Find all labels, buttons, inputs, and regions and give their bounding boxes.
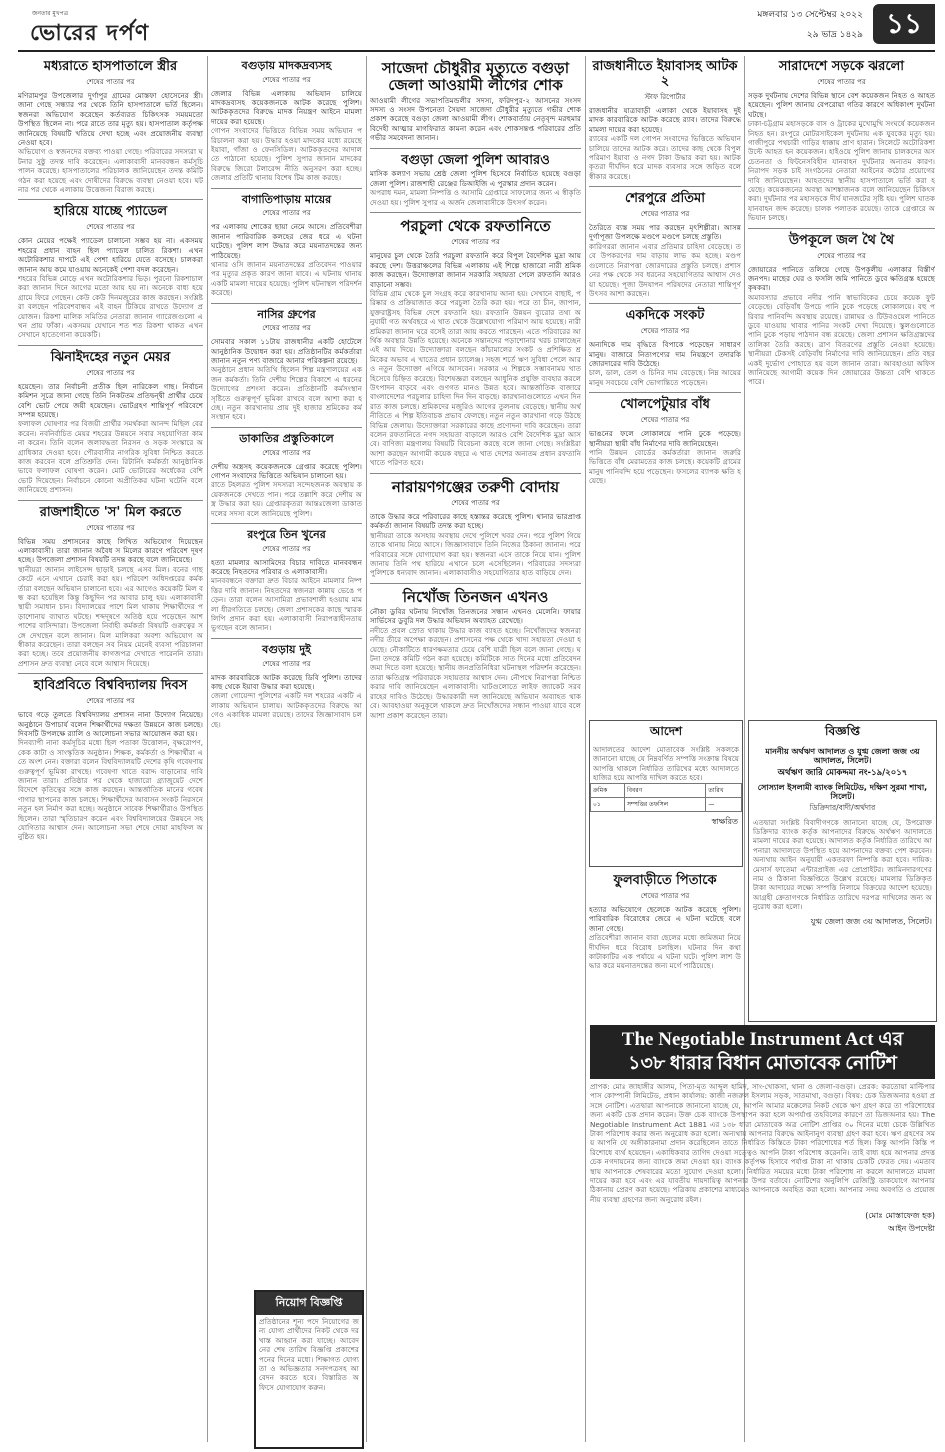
article-body: মণিরামপুর উপজেলার দুর্গাপুর গ্রামের মোস্তফা হোসেনের স্ত্রী। জানা গেছে সন্ধ্যার পর থেকে তিনি হাসপাতালে ভর্তি ছিলেন। স্বজনরা অভিযোগ করেছেন কর্তব্যরত চিকিৎসক সময়মতো উপস্থিত ছিলেন না। পরে রাতে তার মৃত্যু হয়। হাসপাতাল কর্তৃপক্ষ জানিয়েছে বিষয়টি খতিয়ে দেখা হচ্ছে এবং প্রয়োজনীয় ব্যবস্থা নেওয়া হবে। bbox=[18, 90, 203, 147]
article-body-continued: পানি উন্নয়ন বোর্ডের কর্মকর্তারা জানান জরুরি ভিত্তিতে বাঁধ মেরামতের কাজ চলছে। কয়েকটি গ্রামের মানুষ পানিবন্দি হয়ে পড়েছেন। ফসলের ব্যাপক ক্ষতি হয়েছে। bbox=[589, 448, 741, 486]
headline-sajeda-chowdhury: সাজেদা চৌধুরীর মৃত্যুতে বগুড়া জেলা আওয়ামী লীগের শোক bbox=[381, 59, 570, 95]
court-notice-ad bbox=[748, 720, 937, 1022]
nia-notice-body bbox=[590, 1082, 935, 1444]
separator bbox=[370, 212, 581, 213]
separator bbox=[370, 148, 581, 149]
article-body: জোয়ারের পানিতে তলিয়ে গেছে উপকূলীয় এলাকার বিস্তীর্ণ জনপদ। মাছের ঘের ও ফসলি জমি পানিতে ডুবে ক্ষতিগ্রস্ত হয়েছে কৃষকরা। bbox=[748, 264, 935, 293]
court-order-table bbox=[590, 783, 742, 812]
article-body: দেশীয় অস্ত্রসহ কয়েকজনকে গ্রেপ্তার করেছে পুলিশ। গোপন সংবাদের ভিত্তিতে অভিযান চালানো হয়। bbox=[211, 461, 362, 480]
court-order-title: আদেশ bbox=[649, 724, 683, 738]
article-body-continued: জেলা গোয়েন্দা পুলিশের একটি দল শহরের একটি এলাকায় অভিযান চালায়। আটককৃতদের বিরুদ্ধে আগেও একাধিক মামলা রয়েছে। তাদের জিজ্ঞাসাবাদ চলছে। bbox=[211, 691, 362, 729]
article-body-continued: র‍্যাবের একটি দল গোপন সংবাদের ভিত্তিতে অভিযান চালিয়ে তাদের আটক করে। তাদের কাছ থেকে বিপুল পরিমাণ ইয়াবা ও নগদ টাকা উদ্ধার করা হয়। আটককৃতরা দীর্ঘদিন ধরে মাদক ব্যবসার সঙ্গে জড়িত বলে স্বীকার করেছে। bbox=[589, 134, 741, 181]
article-body: ভাবে গড়ে তুলতে বিশ্ববিদ্যালয় প্রশাসন নানা উদ্যোগ নিয়েছে। অনুষ্ঠানে উপাচার্য বলেন শিক্ষার্থীদের দক্ষতা উন্নয়নে কাজ চলছে। দিবসটি উপলক্ষে র‍্যালি ও আলোচনা সভার আয়োজন করা হয়। bbox=[18, 710, 203, 738]
article-body: ভাঙনের ফলে লোকালয়ে পানি ঢুকে পড়েছে। স্থানীয়রা স্থায়ী বাঁধ নির্মাণের দাবি জানিয়েছেন। bbox=[589, 429, 741, 448]
article-body-continued: চাল, ডাল, তেল ও চিনির দাম বেড়েছে। নিম্ন আয়ের মানুষ সবচেয়ে বেশি ভোগান্তিতে পড়েছেন। bbox=[589, 368, 741, 387]
headline-nasir-group: নাসির গ্রুপের bbox=[257, 307, 316, 321]
article-body: সোমবার সকাল ১১টায় রাজধানীর একটি হোটেলে আনুষ্ঠানিক উদ্বোধন করা হয়। প্রতিষ্ঠানটির কর্মকর্তারা জানান নতুন পণ্য বাজারে আনার পরিকল্পনা রয়েছে। bbox=[211, 337, 362, 366]
separator bbox=[748, 228, 935, 229]
dateline: শেষের পাতার পর bbox=[86, 223, 135, 232]
article-body-continued: অভিযোগ ও স্বজনদের বক্তব্য পাওয়া গেছে। পরিবারের সদস্যরা ঘটনার সুষ্ঠু তদন্ত দাবি করেছেন। এলাকাবাসী মানববন্ধন কর্মসূচি পালন করেছে। হাসপাতালের পরিচালক জানিয়েছেন তদন্ত কমিটি গঠন করা হয়েছে এবং দোষীদের বিরুদ্ধে ব্যবস্থা নেওয়া হবে। ঘটনার পর থেকে এলাকায় উত্তেজনা বিরাজ করছে। bbox=[18, 147, 203, 194]
dateline: শেষের পাতার পর bbox=[86, 523, 135, 532]
headline-narayanganj-girl: নারায়ণগঞ্জের তরুণী বোদায় bbox=[391, 477, 560, 496]
separator bbox=[211, 188, 362, 189]
separator bbox=[18, 345, 203, 346]
court-order-ad bbox=[589, 720, 743, 867]
headline-phulbari-father: ফুলবাড়ীতে পিতাকে bbox=[613, 873, 717, 888]
table-cell: ০১ bbox=[591, 797, 625, 811]
headline-missing-three: নিখোঁজ তিনজন এখনও bbox=[402, 587, 549, 606]
column-3 bbox=[370, 56, 581, 1446]
article-body: হত্যার অভিযোগে ছেলেকে আটক করেছে পুলিশ। পারিবারিক বিরোধের জেরে এ ঘটনা ঘটেছে বলে জানা গেছে। bbox=[589, 904, 741, 933]
dateline: শেষের পাতার পর bbox=[640, 891, 690, 900]
article-body-continued: প্রতিবেশীরা জানান বাবা ছেলের মধ্যে জমিজমা নিয়ে দীর্ঘদিন ধরে বিরোধ চলছিল। ঘটনার দিন কথা কাটাকাটির এক পর্যায়ে এ ঘটনা ঘটে। পুলিশ লাশ উদ্ধার করে ময়নাতদন্তের জন্য মর্গে পাঠিয়েছে। bbox=[589, 933, 741, 971]
separator bbox=[211, 638, 362, 639]
article-body: মাদক কারবারিকে আটক করেছে ডিবি পুলিশ। তাদের কাছ থেকে ইয়াবা উদ্ধার করা হয়েছে। bbox=[211, 672, 362, 691]
article-body-continued: অপরাধ দমন, মামলা নিষ্পত্তি ও আসামি গ্রেপ্তারে সাফল্যের জন্য এ স্বীকৃতি দেওয়া হয়। পুলিশ সুপার এ অর্জন জেলাবাসীকে উৎসর্গ করেন। bbox=[370, 188, 581, 207]
table-cell: সম্পত্তির তফসিল bbox=[624, 797, 705, 811]
column-2 bbox=[211, 56, 362, 1286]
table-cell: তারিখ bbox=[706, 783, 742, 797]
article-body-continued: স্থানীয়রা তাকে অসহায় অবস্থায় দেখে পুলিশে খবর দেন। পরে পুলিশ গিয়ে তাকে থানায় নিয়ে আসে। জিজ্ঞাসাবাদে তিনি নিজের ঠিকানা জানান। পরে পরিবারের সঙ্গে যোগাযোগ করা হয়। স্বজনরা এসে তাকে নিয়ে যান। পুলিশ জানায় তিনি পথ হারিয়ে এখানে চলে এসেছিলেন। পরিবারের সদস্যরা পুলিশকে ধন্যবাদ জানান। এলাকাবাসীও সহযোগিতার হাত বাড়িয়ে দেন। bbox=[370, 530, 581, 578]
nia-subtitle: ১৩৮ ধারার বিধান মোতাবেক নোটিশ bbox=[628, 1053, 897, 1074]
separator bbox=[370, 583, 581, 584]
dateline: শেষের পাতার পর bbox=[451, 498, 500, 507]
article-body-continued: রাতে টহলরত পুলিশ সদস্যরা সন্দেহজনক অবস্থায় কয়েকজনকে দেখতে পান। পরে তল্লাশি করে দেশীয় অস্ত্র উদ্ধার করা হয়। গ্রেপ্তারকৃতরা আন্তঃজেলা ডাকাত দলের সদস্য বলে জানিয়েছে পুলিশ। bbox=[211, 480, 362, 518]
headline-kholpetua-dam: খোলপেটুয়ার বাঁধ bbox=[620, 397, 710, 413]
separator bbox=[211, 523, 362, 524]
court-notice-party: ডিক্রিদার/বাদী/অর্থদার bbox=[809, 802, 876, 812]
headline-rajshahi-sawmill: রাজশাহীতে 'স' মিল করতে bbox=[39, 504, 182, 520]
column-5 bbox=[748, 56, 935, 716]
separator bbox=[18, 500, 203, 501]
dateline: শেষের পাতার পর bbox=[640, 210, 690, 219]
dateline: শেষের পাতার পর bbox=[262, 659, 311, 668]
dateline: শেষের পাতার পর bbox=[262, 544, 311, 553]
article-body: তৈরিতে ব্যস্ত সময় পার করছেন মৃৎশিল্পীরা। আসন্ন দুর্গাপূজা উপলক্ষে মণ্ডপে মণ্ডপে চলছে প্রস্তুতি। bbox=[589, 223, 741, 242]
headline-hstu-day: হাবিপ্রবিতে বিশ্ববিদ্যালয় দিবস bbox=[33, 678, 188, 694]
table-cell: বিবরণ bbox=[624, 783, 705, 797]
article-body: অন্যদিকে দাম বৃদ্ধিতে বিপাকে পড়েছেন সাধারণ মানুষ। বাজারে নিত্যপণ্যের দাম নিয়ন্ত্রণে তদারকি জোরদারের দাবি উঠেছে। bbox=[589, 340, 741, 369]
dateline: শেষের পাতার পর bbox=[262, 448, 311, 457]
newspaper-logo: ভোরের দর্পণ bbox=[30, 21, 150, 46]
headline-sherpur-idol: শেরপুরে প্রতিমা bbox=[624, 191, 705, 207]
separator bbox=[370, 473, 581, 474]
dateline: শেষের পাতার পর bbox=[262, 209, 311, 218]
article-body: হয়েছেন। তার নির্বাচনী প্রতীক ছিল নারিকেল গাছ। নির্বাচন কমিশন সূত্রে জানা গেছে তিনি নিকটতম প্রতিদ্বন্দ্বী প্রার্থীর চেয়ে বেশি ভোট পেয়ে জয়ী হয়েছেন। ভোটগ্রহণ শান্তিপূর্ণ পরিবেশে সম্পন্ন হয়েছে। bbox=[18, 381, 203, 419]
masthead-rule bbox=[18, 50, 935, 52]
headline-crisis: একদিকে সংকট bbox=[625, 308, 705, 324]
dateline: শেষের পাতার পর bbox=[640, 327, 690, 336]
court-notice-signature: যুগ্ম জেলা জজ ৩য় আদালত, সিলেট। bbox=[810, 916, 932, 926]
article-body: কোন মেয়ের পক্ষেই প্যাডেল চালানো সম্ভব হয় না। একসময় শহরের প্রধান বাহন ছিল প্যাডেল চালিত রিকশা। এখন অটোরিকশার দাপটে এই পেশা হারিয়ে যেতে বসেছে। চালকরা জানান আয় কমে যাওয়ায় অনেকেই পেশা বদল করেছেন। bbox=[18, 236, 203, 274]
court-notice-body: এতদ্বারা সংশ্লিষ্ট বিবাদীগণকে জানানো যাচ্ছে যে, উপরোক্ত ডিক্রিদার ব্যাংক কর্তৃক আপনাদের বিরুদ্ধে অর্থঋণ আদালতে মামলা দায়ের করা হয়েছে। আদালত কর্তৃক নির্ধারিত তারিখে আপনারা আদালতে উপস্থিত হয়ে আপনাদের বক্তব্য পেশ করবেন। অন্যথায় আইন অনুযায়ী একতরফা নিষ্পত্তি করা হবে। দায়িক: মেসার্স ফাতেমা এন্টারপ্রাইজ এর প্রোপ্রাইটর। জামিনদারগণের নাম ও ঠিকানা বিজ্ঞপ্তিতে উল্লেখ রয়েছে। মামলার ডিক্রিকৃত টাকা আদায়ের লক্ষ্যে সম্পত্তি নিলামে বিক্রয়ের আদেশ হয়েছে। আগ্রহী ক্রেতাগণকে নির্ধারিত তারিখে দরপত্র দাখিলের জন্য অনুরোধ করা হলো। bbox=[753, 817, 932, 912]
article-body: বিভিন্ন সময় প্রশাসনের কাছে লিখিত অভিযোগ দিয়েছেন এলাকাবাসী। তারা জানান অবৈধ স মিলের কারণে পরিবেশ দূষণ হচ্ছে। উপজেলা প্রশাসন বিষয়টি তদন্ত করছে বলে জানিয়েছে। bbox=[18, 536, 203, 565]
separator bbox=[589, 392, 741, 393]
article-body-continued: মানববন্ধনে বক্তারা দ্রুত বিচার আইনে মামলার নিষ্পত্তির দাবি জানান। নিহতদের স্বজনরা কান্নায় ভেঙে পড়েন। তারা বলেন আসামিরা প্রভাবশালী হওয়ায় মামলা ধীরগতিতে চলছে। জেলা প্রশাসকের কাছে স্মারকলিপি প্রদান করা হয়। এলাকাবাসী নিরাপত্তাহীনতায় ভুগছেন বলে জানান। bbox=[211, 576, 362, 633]
separator bbox=[211, 303, 362, 304]
headline-rangpur-murders: রংপুরে তিন খুনের bbox=[247, 527, 326, 541]
headline-road-accidents: সারাদেশে সড়কে ঝরলো bbox=[778, 59, 905, 74]
article-body: মানুষের চুল থেকে তৈরি পরচুলা রফতানি করে বিপুল বৈদেশিক মুদ্রা আয় করছে দেশ। উত্তরাঞ্চলের বিভিন্ন এলাকায় এই শিল্পে হাজারো নারী শ্রমিক কাজ করছেন। উদ্যোক্তারা জানান সরকারি সহায়তা পেলে রফতানি আরও বাড়ানো সম্ভব। bbox=[370, 251, 581, 289]
article-body-continued: কারিগররা জানান এবার প্রতিমার চাহিদা বেড়েছে। তবে উপকরণের দাম বাড়ায় লাভ কম হচ্ছে। মণ্ডপগুলোতে নিরাপত্তা জোরদারের প্রস্তুতি চলছে। প্রশাসনের পক্ষ থেকে সব ধরনের সহযোগিতার আশ্বাস দেওয়া হয়েছে। পূজা উদযাপন পরিষদের নেতারা শান্তিপূর্ণ উৎসব আশা করছেন। bbox=[589, 241, 741, 298]
dateline: শেষের পাতার পর bbox=[817, 77, 866, 86]
article-body-continued: স্থানীয়রা জানান লাইসেন্স ছাড়াই চলছে এসব মিল। বনের গাছ কেটে এনে এখানে চেরাই করা হয়। পরিবেশ অধিদপ্তরের কর্মকর্তারা বলছেন অভিযান চালানো হবে। এর আগেও কয়েকটি মিল বন্ধ করা হয়েছিল কিন্তু কিছুদিন পর আবার চালু হয়। এলাকাবাসী স্থায়ী সমাধান চান। বিদ্যালয়ের পাশে মিল থাকায় শিক্ষার্থীদের পড়াশোনায় ব্যাঘাত ঘটছে। শব্দদূষণে অতিষ্ঠ হয়ে পড়েছেন আশপাশের বাসিন্দারা। উপজেলা নির্বাহী কর্মকর্তা বিষয়টি গুরুত্বের সঙ্গে দেখছেন বলে জানান। মিল মালিকরা অবশ্য অভিযোগ অস্বীকার করেছেন। তারা বলছেন সব নিয়ম মেনেই ব্যবসা পরিচালনা করা হচ্ছে। তবে প্রয়োজনীয় কাগজপত্র দেখাতে পারেননি তারা। প্রশাসন দ্রুত ব্যবস্থা নেবে বলে আশ্বাস দিয়েছে। bbox=[18, 564, 203, 668]
table-cell: ক্রমিক bbox=[591, 783, 625, 797]
article-body-continued: ঢাকা-চট্টগ্রাম মহাসড়কে বাস ও ট্রাকের মুখোমুখি সংঘর্ষে কয়েকজন নিহত হন। রংপুরে মোটরসাইকেল দুর্ঘটনায় এক যুবকের মৃত্যু হয়। গাজীপুরে পথচারী গাড়ির ধাক্কায় প্রাণ হারান। সিলেটে অটোরিকশা উল্টে আহত হন কয়েকজন। হাইওয়ে পুলিশ জানায় চালকদের অসচেতনতা ও ফিটনেসবিহীন যানবাহন দুর্ঘটনার অন্যতম কারণ। নিরাপদ সড়ক চাই সংগঠনের নেতারা আইনের কঠোর প্রয়োগের দাবি জানিয়েছেন। আহতদের স্থানীয় হাসপাতালে ভর্তি করা হয়েছে। কয়েকজনের অবস্থা আশঙ্কাজনক বলে জানিয়েছেন চিকিৎসকরা। দুর্ঘটনার পর মহাসড়কে দীর্ঘ যানজটের সৃষ্টি হয়। পুলিশ ঘাতক যানবাহন জব্দ করেছে। চালক পলাতক রয়েছে। তাকে গ্রেপ্তারে অভিযান চলছে। bbox=[748, 119, 935, 223]
masthead bbox=[0, 0, 945, 50]
headline-yaba-arrest: রাজধানীতে ইয়াবাসহ আটক ২ bbox=[592, 59, 738, 89]
article-body-continued: অনুষ্ঠানে প্রধান অতিথি ছিলেন শিল্প মন্ত্রণালয়ের একজন কর্মকর্তা। তিনি দেশীয় শিল্পের বিকাশে এ ধরনের উদ্যোগের প্রশংসা করেন। প্রতিষ্ঠানটি কর্মসংস্থান সৃষ্টিতে গুরুত্বপূর্ণ ভূমিকা রাখবে বলে আশা করা হচ্ছে। নতুন কারখানায় প্রায় দুই হাজার শ্রমিকের কর্মসংস্থান হবে। bbox=[211, 365, 362, 422]
court-notice-court: মাননীয় অর্থঋণ আদালত ও যুগ্ম জেলা জজ ৩য় আদালত, সিলেট। bbox=[765, 747, 920, 766]
dateline: শেষের পাতার পর bbox=[86, 697, 135, 706]
column-rule bbox=[585, 56, 586, 1442]
recruitment-notice bbox=[254, 1290, 364, 1449]
headline-robbery-prep: ডাকাতির প্রস্তুতিকালে bbox=[239, 431, 334, 445]
headline-bogura-police: বগুড়া জেলা পুলিশ আবারও bbox=[401, 152, 550, 168]
dateline: শেষের পাতার পর bbox=[640, 416, 690, 425]
headline-pedal: হারিয়ে যাচ্ছে প্যাডেল bbox=[53, 204, 168, 220]
article-body: মাসিক কল্যাণ সভায় শ্রেষ্ঠ জেলা পুলিশ হিসেবে নির্বাচিত হয়েছে বগুড়া জেলা পুলিশ। রাজশাহী রেঞ্জের ডিআইজি এ পুরস্কার প্রদান করেন। bbox=[370, 169, 581, 188]
headline-coastal-flooding: উপকূলে জল থৈ থৈ bbox=[788, 232, 895, 248]
article-body: জেলার বিভিন্ন এলাকায় অভিযান চালিয়ে মাদকদ্রব্যসহ কয়েকজনকে আটক করেছে পুলিশ। আটককৃতদের বিরুদ্ধে মাদক নিয়ন্ত্রণ আইনে মামলা দায়ের করা হয়েছে। bbox=[211, 88, 362, 126]
dateline: শেষের পাতার পর bbox=[451, 238, 500, 247]
separator bbox=[211, 427, 362, 428]
article-body: পর এলাকায় শোকের ছায়া নেমে আসে। প্রতিবেশীরা জানান পারিবারিক কলহের জের ধরে এ ঘটনা ঘটেছে। পুলিশ লাশ উদ্ধার করে ময়নাতদন্তের জন্য পাঠিয়েছে। bbox=[211, 222, 362, 260]
article-body: রাজধানীর যাত্রাবাড়ী এলাকা থেকে ইয়াবাসহ দুই মাদক কারবারিকে আটক করেছে র‍্যাব। তাদের বিরুদ্ধে মামলা দায়ের করা হয়েছে। bbox=[589, 105, 741, 134]
article-body-continued: নদীতে প্রবল স্রোত থাকায় উদ্ধার কাজ ব্যাহত হচ্ছে। নিখোঁজদের স্বজনরা নদীর তীরে অপেক্ষা করছেন। প্রশাসনের পক্ষ থেকে খাদ্য সহায়তা দেওয়া হয়েছে। নৌকাটিতে ধারণক্ষমতার চেয়ে বেশি যাত্রী ছিল বলে জানা গেছে। ঘটনা তদন্তে কমিটি গঠন করা হয়েছে। কমিটিকে সাত দিনের মধ্যে প্রতিবেদন জমা দিতে বলা হয়েছে। স্থানীয় জনপ্রতিনিধিরা ঘটনাস্থল পরিদর্শন করেছেন। তারা ক্ষতিগ্রস্ত পরিবারকে সহায়তার আশ্বাস দেন। নৌপথে নিরাপত্তা নিশ্চিত করার দাবি জানিয়েছেন এলাকাবাসী। ঘাটগুলোতে লাইফ জ্যাকেট সরবরাহের দাবিও উঠেছে। উদ্ধারকারী দল জানিয়েছে অভিযান অব্যাহত থাকবে। আবহাওয়া অনুকূলে থাকলে দ্রুত নিখোঁজদের সন্ধান পাওয়া যাবে বলে আশা প্রকাশ করেছেন তারা। bbox=[370, 625, 581, 720]
date-gregorian: মঙ্গলবার ১৩ সেপ্টেম্বর ২০২২ bbox=[757, 10, 863, 20]
court-notice-title: বিজ্ঞপ্তি bbox=[825, 724, 860, 738]
column-1 bbox=[18, 56, 203, 1446]
nia-notice-banner bbox=[590, 1025, 935, 1079]
article-body-continued: গোপন সংবাদের ভিত্তিতে বিভিন্ন সময় অভিযান পরিচালনা করা হয়। উদ্ধার হওয়া মাদকের মধ্যে রয়েছে ইয়াবা, গাঁজা ও ফেনসিডিল। আটককৃতদের আদালতে পাঠানো হয়েছে। পুলিশ সুপার জানান মাদকের বিরুদ্ধে জিরো টলারেন্স নীতি অনুসরণ করা হচ্ছে। জেলার প্রতিটি থানায় বিশেষ টিম কাজ করছে। bbox=[211, 126, 362, 183]
article-body-continued: শহরের বিভিন্ন মোড়ে এখন অটোরিকশার ভিড়। পুরনো রিকশাচালকরা জানান দিনে আগের মতো আয় হয় না। অনেকে বাধ্য হয়ে গ্রামে ফিরে গেছেন। কেউ কেউ দিনমজুরের কাজ করছেন। সংশ্লিষ্টরা বলছেন পরিবেশবান্ধব এই বাহন টিকিয়ে রাখতে উদ্যোগ প্রয়োজন। রিকশা মালিক সমিতির নেতারা জানান গ্যারেজগুলো এখন প্রায় ফাঁকা। একসময় যেখানে শত শত রিকশা থাকত এখন সেখানে হাতেগোনা কয়েকটি। bbox=[18, 273, 203, 340]
article-body: হত্যা মামলার আসামিদের বিচার দাবিতে মানববন্ধন করেছে নিহতদের পরিবার ও এলাকাবাসী। bbox=[211, 557, 362, 577]
article-body-continued: অমাবস্যার প্রভাবে নদীর পানি স্বাভাবিকের চেয়ে কয়েক ফুট বেড়েছে। বেড়িবাঁধ উপচে পানি ঢুকে পড়েছে লোকালয়ে। বহু পরিবার পানিবন্দি অবস্থায় রয়েছে। রান্নাঘর ও টিউবওয়েল পানিতে ডুবে যাওয়ায় খাবার পানির সংকট দেখা দিয়েছে। স্কুলগুলোতে পানি ঢুকে পড়ায় পাঠদান বন্ধ রয়েছে। জেলা প্রশাসন ক্ষতিগ্রস্তদের তালিকা তৈরি করছে। ত্রাণ বিতরণের প্রস্তুতি নেওয়া হয়েছে। স্থানীয়রা টেকসই বেড়িবাঁধ নির্মাণের দাবি জানিয়েছেন। প্রতি বছর একই দুর্ভোগ পোহাতে হয় বলে জানান তারা। আবহাওয়া অফিস জানিয়েছে আগামী কয়েক দিন জোয়ারের উচ্চতা বেশি থাকতে পারে। bbox=[748, 292, 935, 387]
article-body-continued: দিনব্যাপী নানা কর্মসূচির মধ্যে ছিল পতাকা উত্তোলন, বৃক্ষরোপণ, কেক কাটা ও সাংস্কৃতিক অনুষ্ঠান। শিক্ষক, কর্মকর্তা ও শিক্ষার্থীরা এতে অংশ নেন। বক্তারা বলেন বিশ্ববিদ্যালয়টি দেশের কৃষি গবেষণায় গুরুত্বপূর্ণ ভূমিকা রাখছে। গবেষণা খাতে বরাদ্দ বাড়ানোর দাবি জানান তারা। প্রতিষ্ঠার পর থেকে হাজারো গ্র্যাজুয়েট দেশে বিদেশে কৃতিত্বের সঙ্গে কাজ করছেন। আন্তর্জাতিক মানের গবেষণাগার স্থাপনের কাজ চলছে। শিক্ষার্থীদের আবাসন সংকট নিরসনে নতুন হল নির্মাণ করা হচ্ছে। অনুষ্ঠানে সাবেক শিক্ষার্থীরাও উপস্থিত ছিলেন। তারা স্মৃতিচারণ করেন এবং বিশ্ববিদ্যালয়ের উন্নয়নে সহযোগিতার আশ্বাস দেন। আলোচনা সভা শেষে দোয়া মাহফিল অনুষ্ঠিত হয়। bbox=[18, 738, 203, 842]
dateline: শেষের পাতার পর bbox=[86, 77, 135, 86]
headline-bogura-drugs: বগুড়ায় মাদকদ্রব্যসহ bbox=[241, 59, 332, 72]
headline-wig-export: পরচুলা থেকে রফতানিতে bbox=[400, 217, 551, 236]
recruitment-notice-title: নিয়োগ বিজ্ঞপ্তি bbox=[256, 1292, 362, 1315]
dateline: শেষের পাতার পর bbox=[86, 368, 135, 377]
article-body-continued: বিভিন্ন গ্রাম থেকে চুল সংগ্রহ করে কারখানায় আনা হয়। সেখানে বাছাই, পরিষ্কার ও প্রক্রিয়াজাত করে পরচুলা তৈরি করা হয়। পরে তা চীন, জাপান, যুক্তরাষ্ট্রসহ বিভিন্ন দেশে রফতানি হয়। রফতানি উন্নয়ন ব্যুরোর তথ্য অনুযায়ী গত অর্থবছরে এ খাত থেকে উল্লেখযোগ্য পরিমাণ আয় হয়েছে। নারী শ্রমিকরা জানান ঘরে বসেই তারা আয় করতে পারছেন। এতে পরিবারের আর্থিক অবস্থার উন্নতি হয়েছে। অনেকে সন্তানদের পড়াশোনার খরচ চালাচ্ছেন এই আয় দিয়ে। উদ্যোক্তারা বলছেন কাঁচামালের সংকট ও প্রশিক্ষিত শ্রমিকের অভাব এ খাতের প্রধান চ্যালেঞ্জ। সহজ শর্তে ঋণ সুবিধা পেলে আরও নতুন উদ্যোক্তা এগিয়ে আসবেন। সরকার এ শিল্পকে সম্ভাবনাময় খাত হিসেবে চিহ্নিত করেছে। বিশেষজ্ঞরা বলছেন আধুনিক প্রযুক্তি ব্যবহার করলে উৎপাদন বাড়বে এবং গুণগত মানও উন্নত হবে। আন্তর্জাতিক বাজারে বাংলাদেশের পরচুলার চাহিদা দিন দিন বাড়ছে। কারখানাগুলোতে এখন দিনরাত কাজ চলছে। শ্রমিকদের মজুরিও আগের তুলনায় বেড়েছে। স্থানীয় অর্থনীতিতে এ শিল্প ইতিবাচক প্রভাব ফেলছে। নতুন নতুন কারখানা গড়ে উঠছে বিভিন্ন জেলায়। উদ্যোক্তারা সরকারের কাছে প্রণোদনা দাবি করেছেন। তারা বলেন রফতানিতে নগদ সহায়তা বাড়ালে আরও বেশি বৈদেশিক মুদ্রা আসবে। বাণিজ্য মন্ত্রণালয় বিষয়টি বিবেচনা করছে বলে জানা গেছে। সংশ্লিষ্টরা আশা করছেন আগামী কয়েক বছরে এ খাত দেশের অন্যতম প্রধান রফতানি খাতে পরিণত হবে। bbox=[370, 288, 581, 468]
nia-signature-name: (মোঃ মোস্তাফেজ হক) bbox=[865, 1211, 935, 1221]
page-number: ১১ bbox=[873, 4, 935, 44]
article-body: আওয়ামী লীগের সভাপতিমন্ডলীর সদস্য, ফরিদপুর-২ আসনের সংসদ সদস্য ও সংসদ উপনেতা সৈয়দা সাজেদা চৌধুরীর মৃত্যুতে গভীর শোক প্রকাশ করেছে বগুড়া জেলা আওয়ামী লীগ। শোকবার্তায় নেতৃবৃন্দ মরহুমার বিদেহী আত্মার মাগফিরাত কামনা করেন এবং শোকসন্তপ্ত পরিবারের প্রতি গভীর সমবেদনা জানান। bbox=[370, 95, 581, 143]
separator bbox=[589, 303, 741, 304]
dateline: শেষের পাতার পর bbox=[817, 251, 866, 260]
headline-jhenaidah-mayor: ঝিনাইদহের নতুন মেয়র bbox=[50, 349, 171, 365]
article-body: সড়ক দুর্ঘটনায় দেশের বিভিন্ন স্থানে বেশ কয়েকজন নিহত ও আহত হয়েছেন। পুলিশ জানায় বেপরোয়া গতির কারণে অধিকাংশ দুর্ঘটনা ঘটছে। bbox=[748, 90, 935, 119]
nia-notice-text: প্রাপক: মোঃ জাহাঙ্গীর আলম, পিতা-মৃত আব্দুল হামিদ, সাং-খোকসা, থানা ও জেলা-বগুড়া। প্রেরক: করতোয়া মাল্টিপারপাস কোম্পানী লিমিটেড, প্রধান কার্যালয়: কাজী নজরুল ইসলাম সড়ক, সাতমাথা, বগুড়া। বিষয়: চেক ডিজঅনার হওয়া প্রসঙ্গে নোটিশ। এতদ্বারা আপনাকে জানানো যাচ্ছে যে, আপনি আমার মক্কেলের নিকট থেকে ঋণ গ্রহণ করে তা পরিশোধের জন্য একটি চেক প্রদান করেন। উক্ত চেক ব্যাংকে উপস্থাপন করা হলে অপর্যাপ্ত তহবিলের কারণে তা ডিজঅনার হয়। The Negotiable Instrument Act 1881 এর ১৩৮ ধারা মোতাবেক অত্র নোটিশ প্রাপ্তির ৩০ দিনের মধ্যে চেকে উল্লিখিত টাকা পরিশোধ করার জন্য অনুরোধ করা হলো। অন্যথায় আপনার বিরুদ্ধে আইনানুগ ব্যবস্থা গ্রহণ করা হবে। ঋণ গ্রহণের সময় আপনি যে অঙ্গীকারনামা প্রদান করেছিলেন তাতে নির্ধারিত কিস্তিতে টাকা পরিশোধের শর্ত ছিল। কিন্তু আপনি কিস্তি পরিশোধে ব্যর্থ হয়েছেন। একাধিকবার তাগিদ দেওয়া সত্ত্বেও আপনি টাকা পরিশোধ করেননি। তাই বাধ্য হয়ে আপনার প্রদত্ত চেক নগদায়নের জন্য ব্যাংকে জমা দেওয়া হয়। ব্যাংক কর্তৃপক্ষ হিসাবে পর্যাপ্ত টাকা না থাকায় চেকটি ফেরত দেয়। এমতাবস্থায় আপনাকে শেষবারের মতো সুযোগ দেওয়া হলো। নির্ধারিত সময়ের মধ্যে টাকা পরিশোধ না করলে আদালতে মামলা দায়ের করা হবে এবং এর যাবতীয় দায়দায়িত্ব আপনার উপর বর্তাবে। নোটিশের অনুলিপি রেজিস্ট্রি ডাকযোগে আপনার ঠিকানায় প্রেরণ করা হয়েছে। পত্রিকায় প্রকাশের মাধ্যমেও আপনাকে অবহিত করা হলো। আপনার সদয় অবগতি ও প্রয়োজনীয় ব্যবস্থা গ্রহণের জন্য অনুরোধ রইল। bbox=[590, 1082, 935, 1204]
column-4 bbox=[589, 56, 741, 716]
headline-hospital-wife: মধ্যরাতে হাসপাতালে স্ত্রীর bbox=[43, 59, 178, 74]
court-notice-bank: সোস্যাল ইসলামী ব্যাংক লিমিটেড, দক্ষিণ সুরমা শাখা, সিলেট। bbox=[757, 783, 928, 802]
court-order-body: আদালতের আদেশ মোতাবেক সংশ্লিষ্ট সকলকে জানানো যাচ্ছে যে নিম্নবর্ণিত সম্পত্তি সংক্রান্ত বিষয়ে আপত্তি থাকলে নির্ধারিত তারিখের মধ্যে আদালতে হাজির হয়ে আপত্তি দাখিল করতে হবে। bbox=[593, 745, 739, 783]
date-bangla: ২৯ ভাদ্র ১৪২৯ bbox=[806, 30, 863, 40]
nia-signature-role: আইন উপদেষ্টা bbox=[887, 1224, 935, 1234]
article-body-continued: ফলাফল ঘোষণার পর বিজয়ী প্রার্থীর সমর্থকরা আনন্দ মিছিল বের করেন। নবনির্বাচিত মেয়র শহরের উন্নয়নে সবার সহযোগিতা কামনা করেন। তিনি বলেন জলাবদ্ধতা নিরসন ও সড়ক সংস্কারে অগ্রাধিকার দেওয়া হবে। পৌরবাসীর নাগরিক সুবিধা নিশ্চিত করতে কাজ করবেন বলে প্রতিশ্রুতি দেন। রিটার্নিং কর্মকর্তা আনুষ্ঠানিকভাবে ফলাফল ঘোষণা করেন। মোট ভোটারের অর্ধেকের বেশি ভোট দিয়েছেন। নির্বাচনে কোনো অপ্রীতিকর ঘটনা ঘটেনি বলে জানিয়েছে প্রশাসন। bbox=[18, 419, 203, 495]
column-4-lower bbox=[589, 870, 741, 1020]
article-body: তাকে উদ্ধার করে পরিবারের কাছে হস্তান্তর করেছে পুলিশ। থানার ভারপ্রাপ্ত কর্মকর্তা জানান বিষয়টি তদন্ত করা হচ্ছে। bbox=[370, 511, 581, 531]
dateline: শেষের পাতার পর bbox=[262, 324, 311, 333]
court-order-signature: স্বাক্ষরিত bbox=[711, 816, 738, 826]
court-notice-case: অর্থঋণ জারি মোকদ্দমা নং-১৯/২০১৭ bbox=[777, 768, 908, 779]
separator bbox=[589, 186, 741, 187]
column-rule bbox=[207, 56, 208, 1442]
separator bbox=[18, 673, 203, 674]
headline-bagatipara: বাগাতিপাড়ায় মায়ের bbox=[241, 192, 332, 206]
nia-title-en: The Negotiable Instrument Act bbox=[621, 1029, 874, 1050]
article-body-continued: থানার ওসি জানান ময়নাতদন্তের প্রতিবেদন পাওয়ার পর মৃত্যুর প্রকৃত কারণ জানা যাবে। এ ঘটনায় থানায় একটি মামলা দায়ের হয়েছে। পুলিশ ঘটনাস্থল পরিদর্শন করেছে। bbox=[211, 259, 362, 298]
column-rule bbox=[366, 56, 367, 1442]
dateline: শেষের পাতার পর bbox=[262, 75, 311, 84]
headline-bogura-two: বগুড়ায় দুই bbox=[262, 642, 311, 656]
table-cell: — bbox=[706, 797, 742, 811]
recruitment-notice-body: প্রতিষ্ঠানের শূন্য পদে নিয়োগের জন্য যোগ্য প্রার্থীদের নিকট থেকে দরখাস্ত আহ্বান করা যাচ্ছে। আবেদনের শেষ তারিখ বিজ্ঞপ্তি প্রকাশের পনের দিনের মধ্যে। শিক্ষাগত যোগ্যতা ও অভিজ্ঞতার সনদপত্রসহ আবেদন করতে হবে। বিস্তারিত অফিসে যোগাযোগ করুন। bbox=[259, 1317, 359, 1392]
dateline: স্টাফ রিপোর্টার bbox=[644, 92, 686, 101]
nia-title-bn-tail: এর bbox=[873, 1029, 904, 1050]
separator bbox=[18, 199, 203, 200]
masthead-tagline: জনতার মুখপত্র bbox=[32, 10, 69, 17]
article-body: নৌকা ডুবির ঘটনায় নিখোঁজ তিনজনের সন্ধান এখনও মেলেনি। ফায়ার সার্ভিসের ডুবুরি দল উদ্ধার অভিযান অব্যাহত রেখেছে। bbox=[370, 607, 581, 626]
